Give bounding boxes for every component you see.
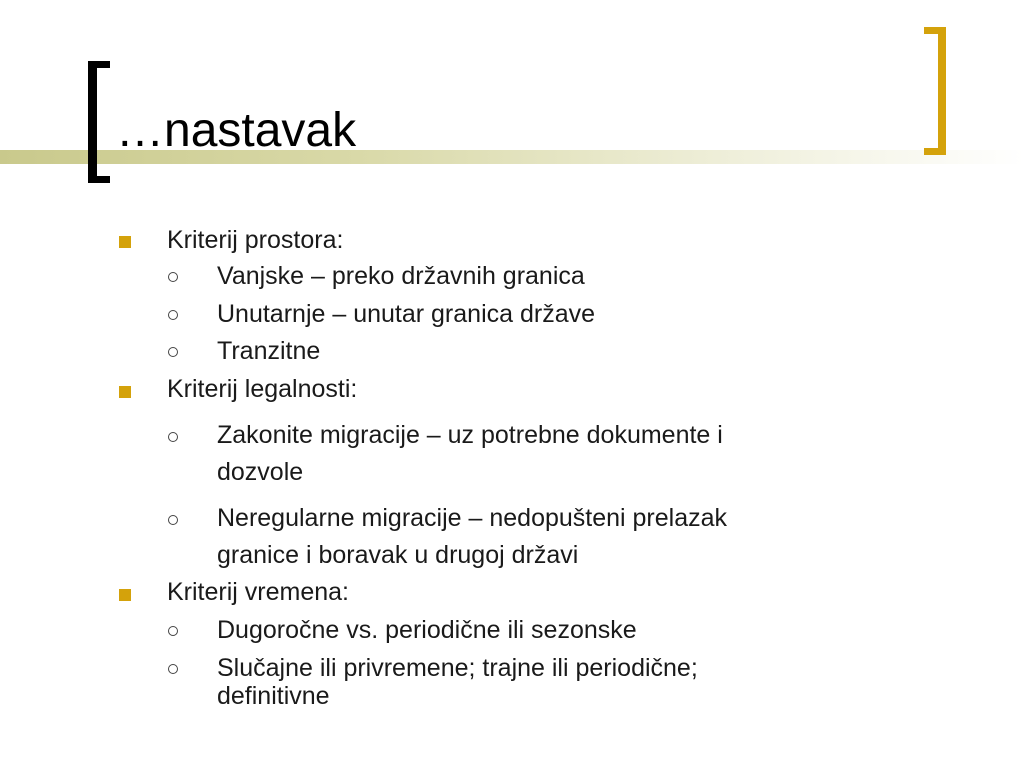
square-bullet-icon xyxy=(119,386,131,398)
list-subitem-text: Unutarnje – unutar granica države xyxy=(217,300,596,328)
circle-bullet-icon xyxy=(168,626,178,636)
slide-title: …nastavak xyxy=(116,104,357,157)
circle-bullet-icon xyxy=(168,310,178,320)
list-subitem-text: Vanjske – preko državnih granica xyxy=(217,262,585,290)
circle-bullet-icon xyxy=(168,347,178,357)
circle-bullet-icon xyxy=(168,272,178,282)
list-item-text: Kriterij prostora: xyxy=(167,226,344,254)
circle-bullet-icon xyxy=(168,664,178,674)
list-item-text: Kriterij legalnosti: xyxy=(167,375,358,403)
list-subitem-text-line-2: dozvole xyxy=(217,458,304,486)
square-bullet-icon xyxy=(119,589,131,601)
circle-bullet-icon xyxy=(168,515,178,525)
list-subitem-text-line-2: definitivne xyxy=(217,682,330,710)
list-subitem-text-line-1: Slučajne ili privremene; trajne ili periodične; xyxy=(217,654,698,682)
square-bullet-icon xyxy=(119,236,131,248)
list-item-text: Kriterij vremena: xyxy=(167,578,349,606)
list-subitem-text: Dugoročne vs. periodične ili sezonske xyxy=(217,616,637,644)
list-subitem-text-line-1: Zakonite migracije – uz potrebne dokumente i xyxy=(217,421,723,449)
circle-bullet-icon xyxy=(168,432,178,442)
list-subitem-text-line-2: granice i boravak u drugoj državi xyxy=(217,541,579,569)
list-subitem-text-line-1: Neregularne migracije – nedopušteni prelazak xyxy=(217,504,728,532)
list-subitem-text: Tranzitne xyxy=(217,337,321,365)
